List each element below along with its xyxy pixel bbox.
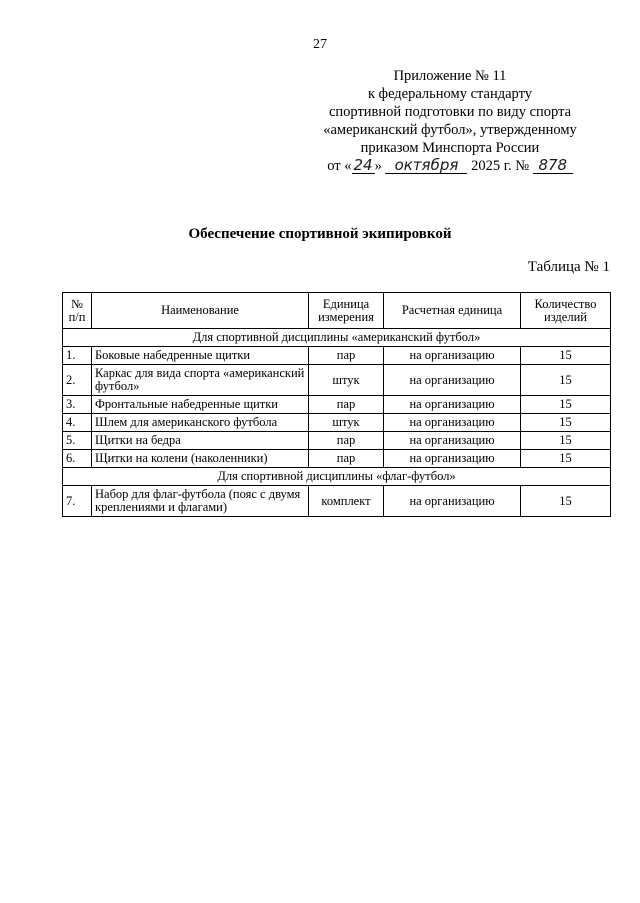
cell-calc: на организацию — [384, 365, 521, 396]
cell-calc: на организацию — [384, 486, 521, 517]
table-row — [63, 347, 611, 365]
approval-month-handwritten: октября — [385, 158, 467, 174]
cell-name: Щитки на колени (наколенники) — [92, 450, 309, 468]
cell-name: Каркас для вида спорта «американский футбол» — [92, 365, 309, 396]
cell-unit: пар — [309, 347, 384, 365]
cell-num: 6. — [63, 450, 92, 468]
equipment-table — [62, 292, 611, 517]
header-unit: Единица измерения — [309, 293, 384, 329]
cell-qty: 15 — [521, 396, 611, 414]
table-row — [63, 396, 611, 414]
cell-name: Набор для флаг-футбола (пояс с двумя креплениями и флагами) — [92, 486, 309, 517]
approval-line — [290, 157, 610, 175]
header-name: Наименование — [92, 293, 309, 329]
header-num: № п/п — [63, 293, 92, 329]
cell-qty: 15 — [521, 432, 611, 450]
appendix-line: «американский футбол», утвержденному — [323, 122, 577, 138]
appendix-line: Приложение № 11 — [393, 68, 507, 84]
cell-unit: штук — [309, 414, 384, 432]
table-row — [63, 486, 611, 517]
table-label: Таблица № 1 — [527, 259, 610, 275]
cell-unit: пар — [309, 396, 384, 414]
cell-qty: 15 — [521, 450, 611, 468]
cell-name: Фронтальные набедренные щитки — [92, 396, 309, 414]
cell-qty: 15 — [521, 347, 611, 365]
cell-name: Шлем для американского футбола — [92, 414, 309, 432]
approval-mid: » — [374, 158, 382, 174]
appendix-line: к федеральному стандарту — [368, 86, 532, 102]
appendix-line: приказом Минспорта России — [360, 140, 540, 156]
cell-num: 4. — [63, 414, 92, 432]
page-number: 27 — [313, 37, 327, 52]
header-calc: Расчетная единица — [384, 293, 521, 329]
cell-calc: на организацию — [384, 347, 521, 365]
cell-unit: пар — [309, 432, 384, 450]
cell-calc: на организацию — [384, 414, 521, 432]
cell-calc: на организацию — [384, 432, 521, 450]
cell-qty: 15 — [521, 365, 611, 396]
cell-qty: 15 — [521, 486, 611, 517]
table-row — [63, 432, 611, 450]
approval-prefix: от « — [327, 158, 352, 174]
cell-name: Щитки на бедра — [92, 432, 309, 450]
cell-num: 5. — [63, 432, 92, 450]
approval-number-handwritten: 878 — [533, 158, 573, 174]
cell-calc: на организацию — [384, 450, 521, 468]
cell-num: 7. — [63, 486, 92, 517]
table-header-row — [63, 293, 611, 329]
cell-num: 2. — [63, 365, 92, 396]
approval-year: 2025 г. № — [471, 158, 530, 174]
document-title: Обеспечение спортивной экипировкой — [188, 226, 452, 242]
table-row — [63, 414, 611, 432]
cell-unit: комплект — [309, 486, 384, 517]
cell-num: 3. — [63, 396, 92, 414]
header-qty: Количество изделий — [521, 293, 611, 329]
section-row — [63, 329, 611, 347]
table-row — [63, 365, 611, 396]
table-row — [63, 450, 611, 468]
approval-day-handwritten: 24 — [353, 156, 373, 174]
cell-unit: пар — [309, 450, 384, 468]
cell-num: 1. — [63, 347, 92, 365]
cell-calc: на организацию — [384, 396, 521, 414]
section-title: Для спортивной дисциплины «американский футбол» — [63, 329, 611, 347]
appendix-block — [290, 67, 610, 175]
section-title: Для спортивной дисциплины «флаг-футбол» — [63, 468, 611, 486]
appendix-line: спортивной подготовки по виду спорта — [328, 104, 572, 120]
cell-name: Боковые набедренные щитки — [92, 347, 309, 365]
cell-unit: штук — [309, 365, 384, 396]
section-row — [63, 468, 611, 486]
cell-qty: 15 — [521, 414, 611, 432]
